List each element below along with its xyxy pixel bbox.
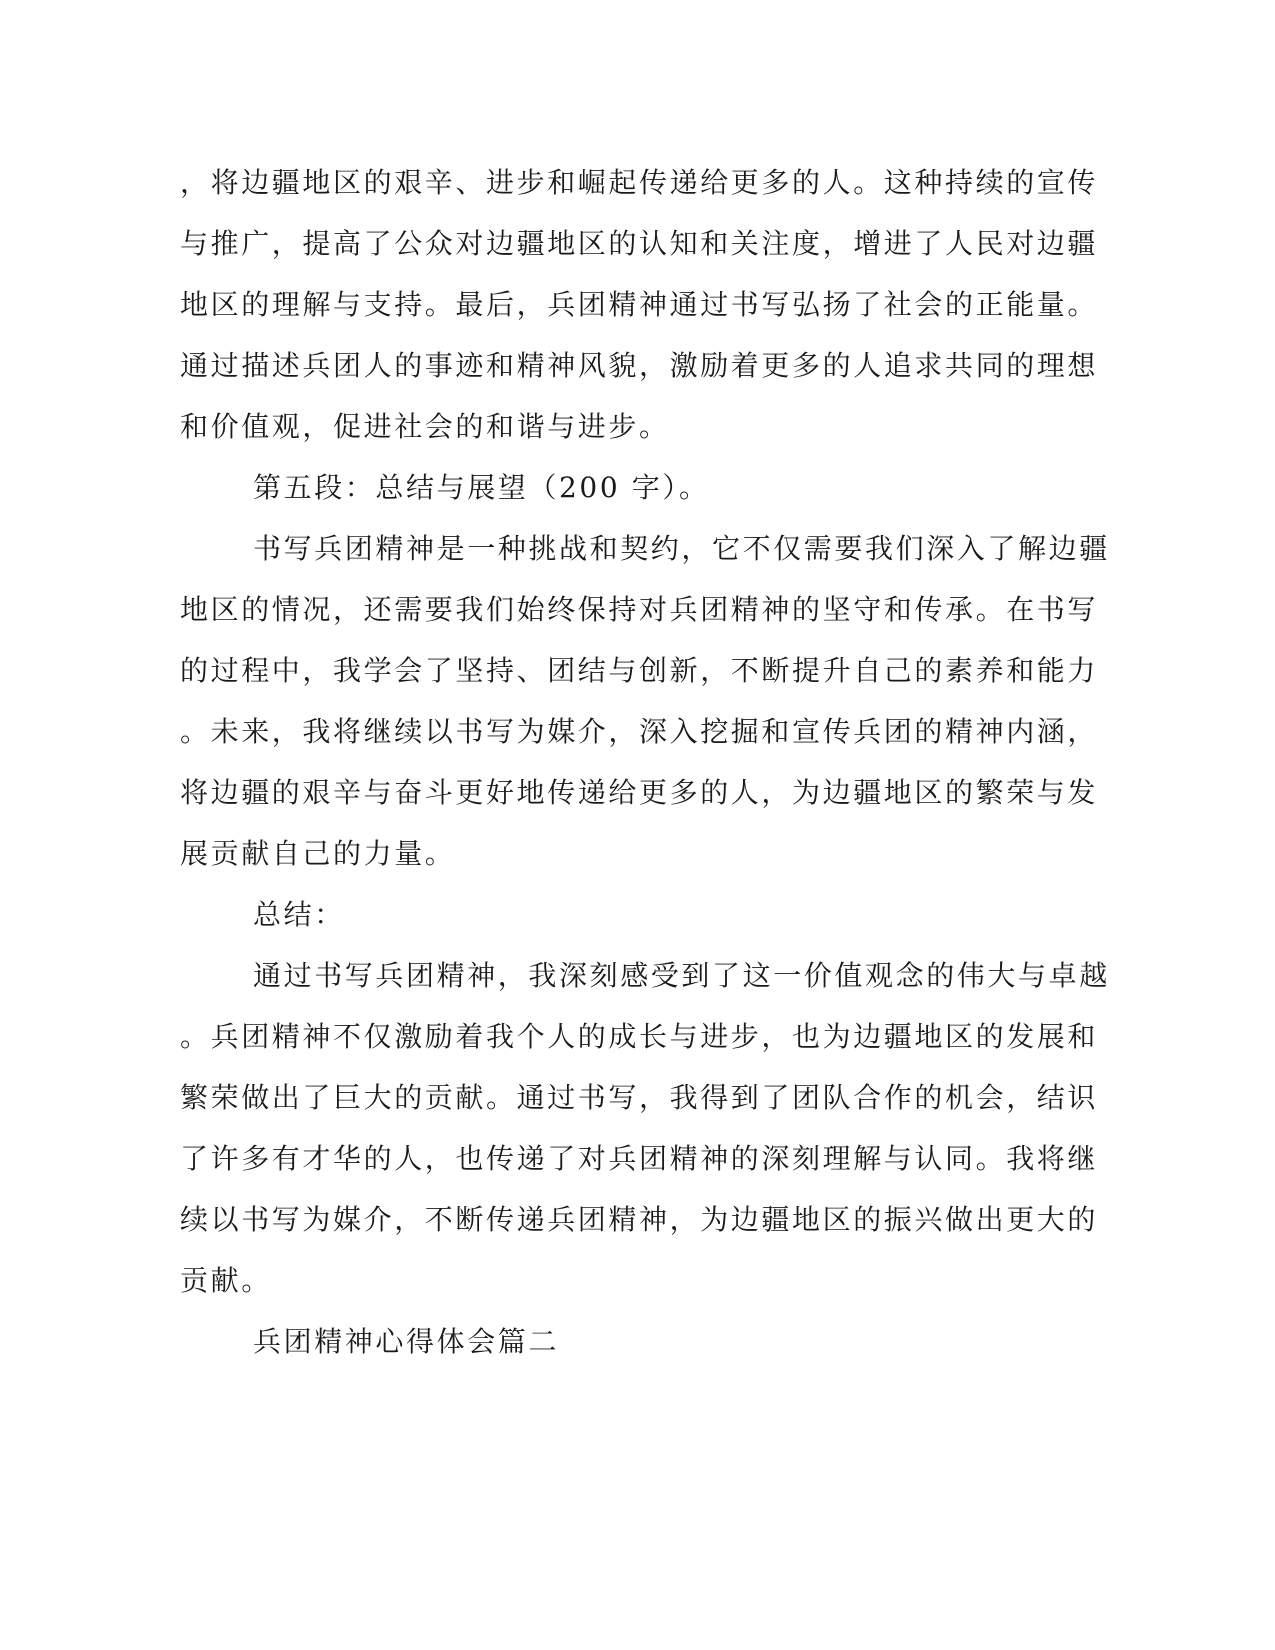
paragraph-line: 了许多有才华的人，也传递了对兵团精神的深刻理解与认同。我将继 [180,1142,1099,1175]
paragraph-line: 地区的理解与支持。最后，兵团精神通过书写弘扬了社会的正能量。 [180,288,1099,321]
paragraph-first-line: 第五段：总结与展望（200 字）。 [253,471,710,504]
paragraph-line: ，将边疆地区的艰辛、进步和崛起传递给更多的人。这种持续的宣传 [180,166,1099,199]
paragraph-line: 续以书写为媒介，不断传递兵团精神，为边疆地区的振兴做出更大的 [180,1203,1099,1236]
paragraph-line: 将边疆的艰辛与奋斗更好地传递给更多的人，为边疆地区的繁荣与发 [180,776,1099,809]
paragraph-line: 贡献。 [180,1264,272,1297]
paragraph-line: 繁荣做出了巨大的贡献。通过书写，我得到了团队合作的机会，结识 [180,1081,1099,1114]
paragraph-line: 。未来，我将继续以书写为媒介，深入挖掘和宣传兵团的精神内涵， [180,715,1099,748]
paragraph-line: 的过程中，我学会了坚持、团结与创新，不断提升自己的素养和能力 [180,654,1099,687]
paragraph-line: 和价值观，促进社会的和谐与进步。 [180,410,670,443]
paragraph-first-line: 书写兵团精神是一种挑战和契约，它不仅需要我们深入了解边疆 [253,532,1110,565]
paragraph-line: 通过描述兵团人的事迹和精神风貌，激励着更多的人追求共同的理想 [180,349,1099,382]
paragraph-line: 地区的情况，还需要我们始终保持对兵团精神的坚守和传承。在书写 [180,593,1099,626]
document-body [180,152,1110,1372]
paragraph-line: 展贡献自己的力量。 [180,837,456,870]
paragraph-first-line: 总结： [253,898,345,931]
paragraph-first-line: 兵团精神心得体会篇二 [253,1325,560,1358]
paragraph-first-line: 通过书写兵团精神，我深刻感受到了这一价值观念的伟大与卓越 [253,959,1110,992]
paragraph-line: 与推广，提高了公众对边疆地区的认知和关注度，增进了人民对边疆 [180,227,1099,260]
paragraph-line: 。兵团精神不仅激励着我个人的成长与进步，也为边疆地区的发展和 [180,1020,1099,1053]
